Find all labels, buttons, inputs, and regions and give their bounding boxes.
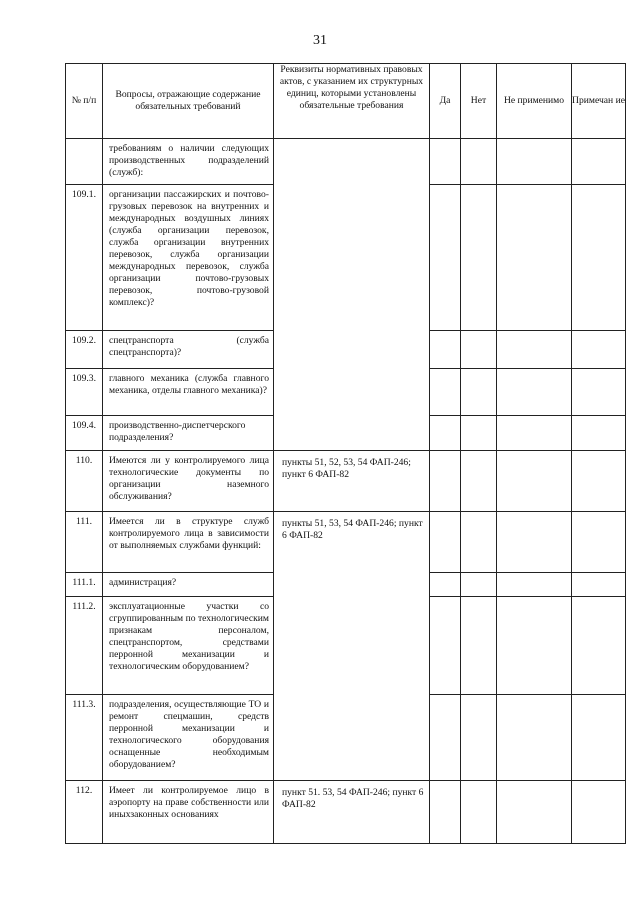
row-question: Имеется ли в структуре служб контролируемого лица в зависимости от выполняемых службами функций:	[103, 512, 274, 573]
answer-no-cell[interactable]	[461, 597, 497, 695]
header-num: № п/п	[66, 64, 103, 139]
answer-no-cell[interactable]	[461, 185, 497, 331]
row-num: 109.2.	[66, 331, 103, 369]
row-question: главного механика (служба главного механика, отделы главного механика)?	[103, 369, 274, 416]
answer-yes-cell[interactable]	[430, 512, 461, 573]
note-cell[interactable]	[572, 451, 626, 512]
answer-no-cell[interactable]	[461, 512, 497, 573]
note-cell[interactable]	[572, 781, 626, 844]
row-ref: пункты 51, 53, 54 ФАП-246; пункт 6 ФАП-82	[274, 512, 430, 781]
row-num: 109.3.	[66, 369, 103, 416]
row-question: организации пассажирских и почтово-грузовых перевозок на внутренних и международных воздушных линиях (служба организации перевозок, служба организации внутренних перевозок, служба организации международных перевозок, служба организации почтово-грузовых перевозок, почтово-грузовой комплекс)?	[103, 185, 274, 331]
answer-yes-cell[interactable]	[430, 781, 461, 844]
table-row	[66, 451, 626, 512]
table-header-row	[66, 64, 626, 139]
answer-no-cell[interactable]	[461, 416, 497, 451]
table-row	[66, 781, 626, 844]
header-questions: Вопросы, отражающие содержание обязательных требований	[103, 64, 274, 139]
row-question: производственно-диспетчерского подразделения?	[103, 416, 274, 451]
answer-na-cell[interactable]	[497, 139, 572, 185]
row-question: Имеет ли контролируемое лицо в аэропорту на праве собственности или иныхзаконных основаниях	[103, 781, 274, 844]
header-requisites: Реквизиты нормативных правовых актов, с указанием их структурных единиц, которыми установлены обязательные требования	[274, 64, 430, 139]
answer-yes-cell[interactable]	[430, 695, 461, 781]
row-ref: пункт 51. 53, 54 ФАП-246; пункт 6 ФАП-82	[274, 781, 430, 844]
row-question: требованиям о наличии следующих производственных подразделений (служб):	[103, 139, 274, 185]
note-cell[interactable]	[572, 695, 626, 781]
note-cell[interactable]	[572, 597, 626, 695]
row-question: подразделения, осуществляющие ТО и ремонт спецмашин, средств перронной механизации и технологического оборудования оснащенные необходимым оборудованием?	[103, 695, 274, 781]
note-cell[interactable]	[572, 369, 626, 416]
row-num: 111.1.	[66, 573, 103, 597]
header-note: Примечан ие	[572, 64, 626, 139]
answer-no-cell[interactable]	[461, 331, 497, 369]
answer-na-cell[interactable]	[497, 512, 572, 573]
answer-yes-cell[interactable]	[430, 573, 461, 597]
note-cell[interactable]	[572, 573, 626, 597]
answer-yes-cell[interactable]	[430, 331, 461, 369]
answer-na-cell[interactable]	[497, 369, 572, 416]
row-num: 109.1.	[66, 185, 103, 331]
row-question: администрация?	[103, 573, 274, 597]
page-number: 31	[313, 33, 327, 48]
answer-yes-cell[interactable]	[430, 597, 461, 695]
requirements-table	[65, 63, 626, 844]
table-row	[66, 512, 626, 573]
answer-na-cell[interactable]	[497, 695, 572, 781]
answer-na-cell[interactable]	[497, 781, 572, 844]
answer-na-cell[interactable]	[497, 331, 572, 369]
row-question: Имеются ли у контролируемого лица технологические документы по организации наземного обслуживания?	[103, 451, 274, 512]
answer-na-cell[interactable]	[497, 451, 572, 512]
row-num: 111.2.	[66, 597, 103, 695]
answer-no-cell[interactable]	[461, 695, 497, 781]
answer-yes-cell[interactable]	[430, 416, 461, 451]
row-num: 112.	[66, 781, 103, 844]
note-cell[interactable]	[572, 416, 626, 451]
answer-yes-cell[interactable]	[430, 369, 461, 416]
row-num: 111.	[66, 512, 103, 573]
answer-no-cell[interactable]	[461, 781, 497, 844]
answer-no-cell[interactable]	[461, 573, 497, 597]
table-row	[66, 139, 626, 185]
answer-na-cell[interactable]	[497, 573, 572, 597]
note-cell[interactable]	[572, 185, 626, 331]
row-num	[66, 139, 103, 185]
answer-na-cell[interactable]	[497, 185, 572, 331]
answer-no-cell[interactable]	[461, 369, 497, 416]
row-num: 109.4.	[66, 416, 103, 451]
row-ref	[274, 139, 430, 451]
row-num: 110.	[66, 451, 103, 512]
row-question: спецтранспорта (служба спецтранспорта)?	[103, 331, 274, 369]
header-no: Нет	[461, 64, 497, 139]
answer-yes-cell[interactable]	[430, 139, 461, 185]
header-not-applicable: Не применимо	[497, 64, 572, 139]
header-yes: Да	[430, 64, 461, 139]
answer-na-cell[interactable]	[497, 416, 572, 451]
note-cell[interactable]	[572, 331, 626, 369]
answer-na-cell[interactable]	[497, 597, 572, 695]
answer-yes-cell[interactable]	[430, 451, 461, 512]
note-cell[interactable]	[572, 512, 626, 573]
answer-yes-cell[interactable]	[430, 185, 461, 331]
note-cell[interactable]	[572, 139, 626, 185]
row-num: 111.3.	[66, 695, 103, 781]
row-ref: пункты 51, 52, 53, 54 ФАП-246; пункт 6 ФАП-82	[274, 451, 430, 512]
row-question: эксплуатационные участки со сгруппированным по технологическим признакам персоналом, спецтранспортом, средствами перронной механизации и технологическим оборудованием?	[103, 597, 274, 695]
answer-no-cell[interactable]	[461, 139, 497, 185]
answer-no-cell[interactable]	[461, 451, 497, 512]
